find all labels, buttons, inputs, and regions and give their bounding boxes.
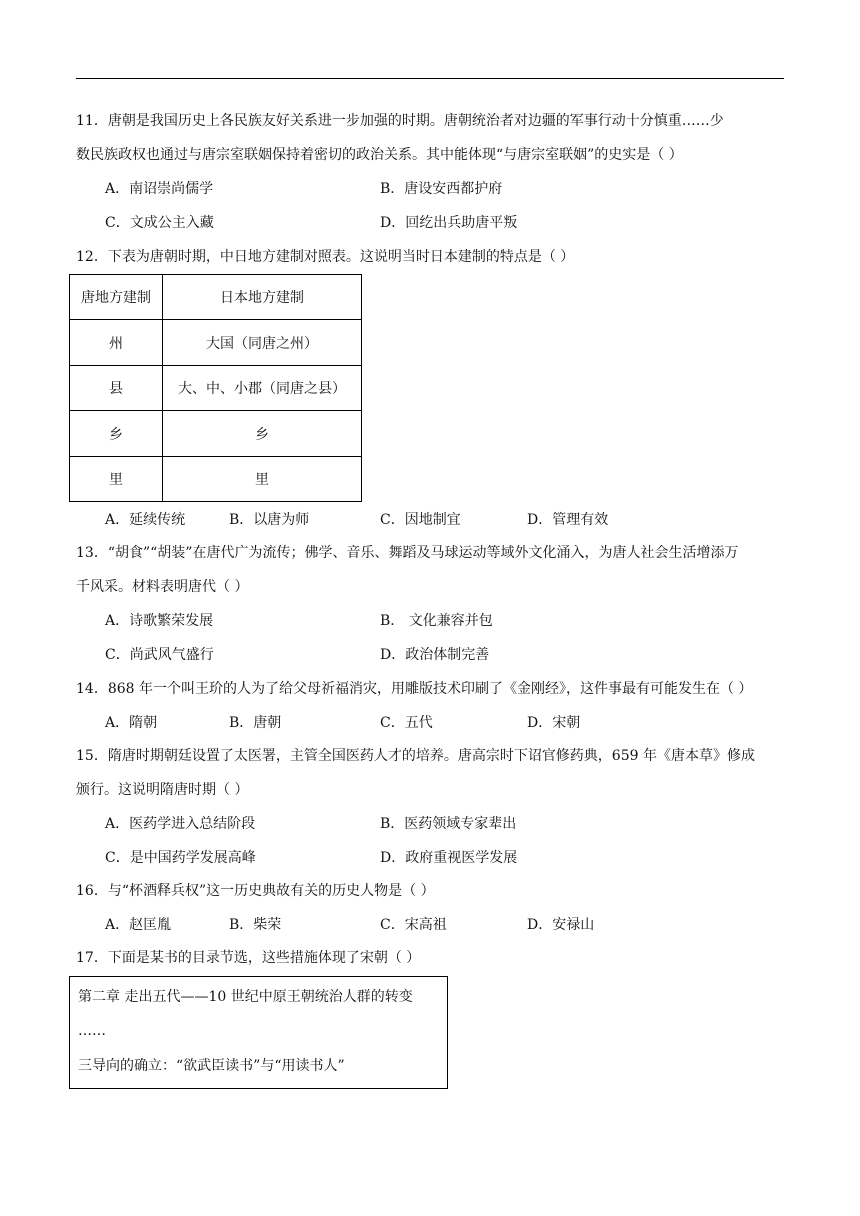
q11-stem-line1: 11．唐朝是我国历史上各民族友好关系进一步加强的时期。唐朝统治者对边疆的军事行动十分慎重……少 <box>76 113 724 129</box>
q11-option-c[interactable]: C．文成公主入藏 <box>105 215 214 231</box>
q14-option-d[interactable]: D．宋朝 <box>527 715 581 731</box>
q12-option-a[interactable]: A．延续传统 <box>105 512 186 528</box>
table-header-tang: 唐地方建制 <box>70 275 163 320</box>
table-cell: 县 <box>70 366 163 411</box>
table-header-japan: 日本地方建制 <box>163 275 362 320</box>
q13-option-a[interactable]: A．诗歌繁荣发展 <box>105 613 214 629</box>
q12-comparison-table <box>69 274 362 502</box>
q12-stem: 12．下表为唐朝时期，中日地方建制对照表。这说明当时日本建制的特点是（ ） <box>76 249 575 265</box>
q15-option-d[interactable]: D．政府重视医学发展 <box>380 850 518 866</box>
excerpt-line: 三导向的确立：“欲武臣读书”与“用读书人” <box>78 1058 345 1074</box>
excerpt-line: 第二章 走出五代——10 世纪中原王朝统治人群的转变 <box>78 989 413 1005</box>
table-cell: 州 <box>70 320 163 366</box>
q16-option-b[interactable]: B．柴荣 <box>229 917 282 933</box>
q14-option-a[interactable]: A．隋朝 <box>105 715 158 731</box>
q14-option-b[interactable]: B．唐朝 <box>229 715 282 731</box>
q12-option-d[interactable]: D．管理有效 <box>527 512 609 528</box>
excerpt-line: …… <box>78 1023 106 1039</box>
q16-option-c[interactable]: C．宋高祖 <box>380 917 447 933</box>
table-row <box>70 366 362 411</box>
q14-stem: 14．868 年一个叫王玠的人为了给父母祈福消灾，用雕版技术印刷了《金刚经》，这件事最有可能发生在（ ） <box>76 681 753 697</box>
q15-option-b[interactable]: B．医药领域专家辈出 <box>380 816 517 832</box>
q11-option-d[interactable]: D．回纥出兵助唐平叛 <box>380 215 518 231</box>
q11-option-b[interactable]: B．唐设安西都护府 <box>380 181 503 197</box>
table-cell: 里 <box>163 457 362 502</box>
q13-option-b[interactable]: B． 文化兼容并包 <box>380 613 493 629</box>
table-row <box>70 457 362 502</box>
q16-option-a[interactable]: A．赵匡胤 <box>105 917 172 933</box>
header-rule <box>76 78 784 79</box>
q15-option-a[interactable]: A．医药学进入总结阶段 <box>105 816 256 832</box>
q15-option-c[interactable]: C．是中国药学发展高峰 <box>105 850 256 866</box>
table-cell: 乡 <box>163 411 362 457</box>
q15-stem-line1: 15．隋唐时期朝廷设置了太医署，主管全国医药人才的培养。唐高宗时下诏官修药典，659 年《唐本草》修成 <box>76 748 755 764</box>
q11-option-a[interactable]: A．南诏崇尚儒学 <box>105 181 214 197</box>
q13-option-d[interactable]: D．政治体制完善 <box>380 647 490 663</box>
q16-stem: 16．与“杯酒释兵权”这一历史典故有关的历史人物是（ ） <box>76 883 435 899</box>
q14-option-c[interactable]: C．五代 <box>380 715 433 731</box>
table-row <box>70 320 362 366</box>
q12-option-b[interactable]: B．以唐为师 <box>229 512 310 528</box>
q17-excerpt-box <box>69 976 448 1089</box>
table-cell: 大国（同唐之州） <box>163 320 362 366</box>
q17-stem: 17．下面是某书的目录节选，这些措施体现了宋朝（ ） <box>76 950 421 966</box>
table-header-row <box>70 275 362 320</box>
q16-option-d[interactable]: D．安禄山 <box>527 917 595 933</box>
table-cell: 里 <box>70 457 163 502</box>
table-cell: 大、中、小郡（同唐之县） <box>163 366 362 411</box>
table-row <box>70 411 362 457</box>
q13-stem-line1: 13．“胡食”“胡装”在唐代广为流传；佛学、音乐、舞蹈及马球运动等域外文化涌入，为唐人社会生活增添万 <box>76 545 739 561</box>
q15-stem-line2: 颁行。这说明隋唐时期（ ） <box>76 782 249 798</box>
q11-stem-line2: 数民族政权也通过与唐宗室联姻保持着密切的政治关系。其中能体现“与唐宗室联姻”的史实是（ ） <box>76 147 683 163</box>
table-cell: 乡 <box>70 411 163 457</box>
q13-option-c[interactable]: C．尚武风气盛行 <box>105 647 214 663</box>
q13-stem-line2: 千风采。材料表明唐代（ ） <box>76 579 249 595</box>
q12-option-c[interactable]: C．因地制宜 <box>380 512 461 528</box>
